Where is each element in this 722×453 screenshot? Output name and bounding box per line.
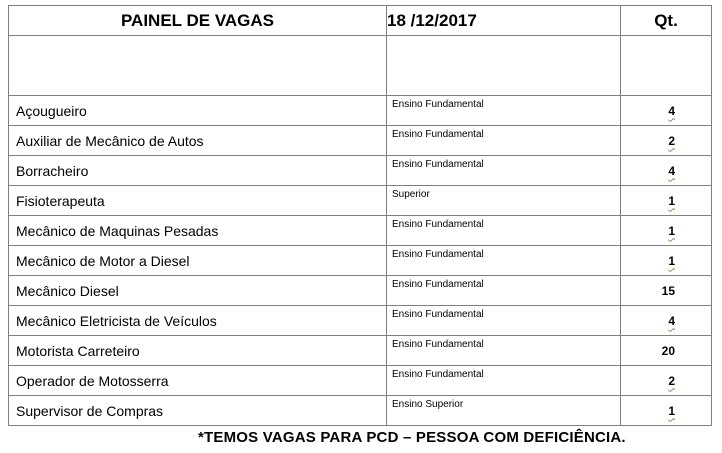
education-level: Ensino Fundamental: [387, 156, 621, 186]
vacancy-count: 4: [668, 163, 675, 178]
quantity-cell: [621, 216, 712, 246]
vacancy-count: 1: [668, 193, 675, 208]
quantity-cell: [621, 366, 712, 396]
education-level: Ensino Fundamental: [387, 276, 621, 306]
pcd-footer-note: *TEMOS VAGAS PARA PCD – PESSOA COM DEFICIÊNCIA.: [198, 429, 626, 446]
vacancy-count: 15: [661, 283, 675, 298]
vacancy-count: 4: [668, 103, 675, 118]
job-title: Mecânico de Motor a Diesel: [9, 246, 387, 276]
table-row: [9, 96, 712, 126]
quantity-cell: [621, 336, 712, 366]
education-level: Ensino Fundamental: [387, 96, 621, 126]
table-row: [9, 186, 712, 216]
quantity-cell: [621, 246, 712, 276]
quantity-cell: [621, 96, 712, 126]
quantity-cell: [621, 396, 712, 426]
table-row: [9, 396, 712, 426]
education-level: Superior: [387, 186, 621, 216]
table-row: [9, 336, 712, 366]
quantity-column-header: Qt.: [621, 6, 712, 36]
education-level: Ensino Fundamental: [387, 126, 621, 156]
quantity-cell: [621, 186, 712, 216]
table-row: [9, 246, 712, 276]
table-header-row: [9, 6, 712, 36]
quantity-cell: [621, 126, 712, 156]
table-row: [9, 276, 712, 306]
job-title: Mecânico Diesel: [9, 276, 387, 306]
quantity-cell: [621, 276, 712, 306]
education-level: Ensino Fundamental: [387, 216, 621, 246]
table-row: [9, 156, 712, 186]
job-title: Supervisor de Compras: [9, 396, 387, 426]
education-level: Ensino Fundamental: [387, 366, 621, 396]
job-title: Mecânico Eletricista de Veículos: [9, 306, 387, 336]
education-level: Ensino Fundamental: [387, 246, 621, 276]
quantity-cell: [621, 306, 712, 336]
table-row: [9, 366, 712, 396]
vacancy-count: 20: [661, 343, 675, 358]
education-level: Ensino Fundamental: [387, 336, 621, 366]
blank-cell: [621, 36, 712, 96]
job-title: Açougueiro: [9, 96, 387, 126]
table-row: [9, 306, 712, 336]
vacancy-count: 1: [668, 223, 675, 238]
blank-cell: [387, 36, 621, 96]
table-row: [9, 126, 712, 156]
table-row: [9, 216, 712, 246]
vacancy-count: 2: [668, 133, 675, 148]
panel-title: PAINEL DE VAGAS: [9, 6, 387, 36]
blank-spacer-row: [9, 36, 712, 96]
education-level: Ensino Superior: [387, 396, 621, 426]
vacancy-count: 4: [668, 313, 675, 328]
vacancy-count: 1: [668, 403, 675, 418]
job-title: Fisioterapeuta: [9, 186, 387, 216]
job-title: Auxiliar de Mecânico de Autos: [9, 126, 387, 156]
vacancy-count: 2: [668, 373, 675, 388]
vacancy-table: [8, 5, 712, 426]
blank-cell: [9, 36, 387, 96]
quantity-cell: [621, 156, 712, 186]
panel-date: 18 /12/2017: [387, 6, 621, 36]
job-title: Motorista Carreteiro: [9, 336, 387, 366]
vacancy-count: 1: [668, 253, 675, 268]
job-title: Mecânico de Maquinas Pesadas: [9, 216, 387, 246]
job-title: Borracheiro: [9, 156, 387, 186]
job-title: Operador de Motosserra: [9, 366, 387, 396]
education-level: Ensino Fundamental: [387, 306, 621, 336]
